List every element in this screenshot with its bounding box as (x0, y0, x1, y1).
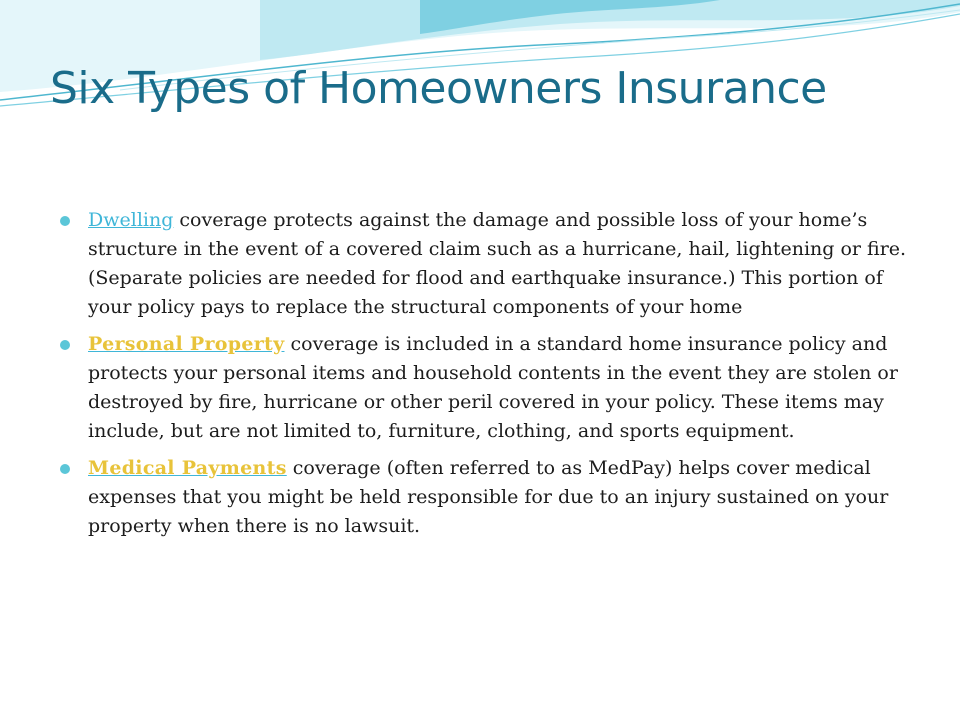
bullet-item-dwelling (60, 206, 920, 322)
bullet-item-medical-payments (60, 454, 920, 541)
bullet-dot-icon (60, 216, 70, 226)
medical-payments-link[interactable]: Medical Payments (88, 457, 287, 479)
bullet-dot-icon (60, 340, 70, 350)
personal-property-link[interactable]: Personal Property (88, 333, 285, 355)
slide-title: Six Types of Homeowners Insurance (50, 63, 827, 114)
bullet-dot-icon (60, 464, 70, 474)
bullet-text: coverage (often referred to as MedPay) helps cover medical expenses that you might be held responsible for due to an injury sustained on your property when there is no lawsuit. (88, 457, 889, 537)
bullet-text: coverage protects against the damage and possible loss of your home’s structure in the event of a covered claim such as a hurricane, hail, lightening or fire. (Separate policies are needed for flood and earthquake insurance.) This portion of your policy pays to replace the structural components of your home (88, 209, 907, 318)
dwelling-link[interactable]: Dwelling (88, 209, 174, 231)
bullet-list (60, 206, 920, 549)
bullet-text: coverage is included in a standard home insurance policy and protects your personal items and household contents in the event they are stolen or destroyed by fire, hurricane or other peril covered in your policy. These items may include, but are not limited to, furniture, clothing, and sports equipment. (88, 333, 898, 442)
bullet-item-personal-property (60, 330, 920, 446)
